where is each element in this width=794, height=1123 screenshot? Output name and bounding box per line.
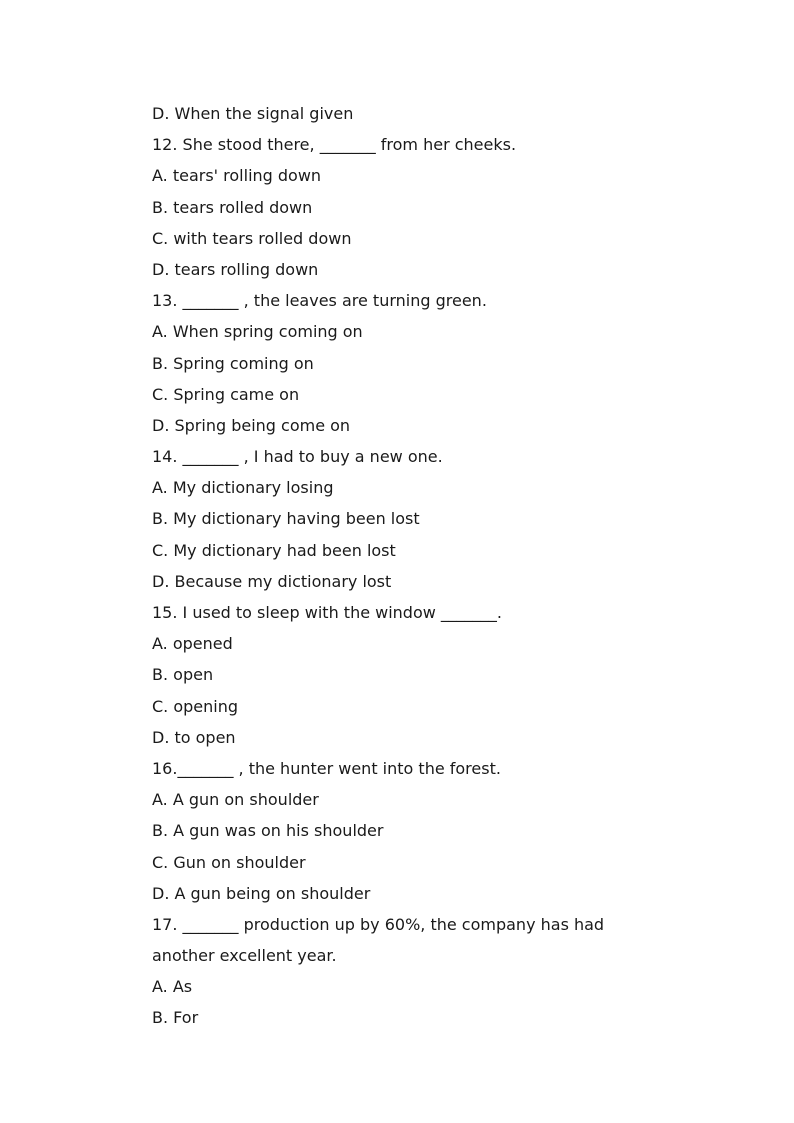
option-line: D. Because my dictionary lost xyxy=(152,571,392,591)
question-line-continued: another excellent year. xyxy=(152,946,337,966)
option-line: B. Spring coming on xyxy=(152,353,314,373)
question-line: 16._______ , the hunter went into the forest. xyxy=(152,758,501,778)
option-line: C. Gun on shoulder xyxy=(152,852,306,872)
option-line: B. open xyxy=(152,665,214,685)
option-line: B. tears rolled down xyxy=(152,197,313,217)
option-line: B. For xyxy=(152,1008,199,1028)
option-line: A. opened xyxy=(152,634,233,654)
question-line: 15. I used to sleep with the window _______. xyxy=(152,603,503,622)
option-line: D. A gun being on shoulder xyxy=(152,883,371,903)
option-line: A. As xyxy=(152,977,193,997)
option-line: B. My dictionary having been lost xyxy=(152,509,420,529)
option-line: A. My dictionary losing xyxy=(152,478,334,498)
option-line: C. opening xyxy=(152,696,239,716)
question-line: 13. _______ , the leaves are turning green. xyxy=(152,291,487,311)
option-line: D. When the signal given xyxy=(152,104,354,123)
option-line: A. A gun on shoulder xyxy=(152,790,319,810)
option-line: A. tears' rolling down xyxy=(152,166,322,186)
option-line: C. Spring came on xyxy=(152,384,300,404)
question-text-block xyxy=(152,98,652,1034)
option-line: D. tears rolling down xyxy=(152,259,319,279)
option-line: D. to open xyxy=(152,727,236,747)
option-line: B. A gun was on his shoulder xyxy=(152,821,384,841)
question-line: 14. _______ , I had to buy a new one. xyxy=(152,447,443,467)
option-line: C. with tears rolled down xyxy=(152,228,352,248)
option-line: D. Spring being come on xyxy=(152,415,351,435)
option-line: A. When spring coming on xyxy=(152,322,363,342)
option-line: C. My dictionary had been lost xyxy=(152,540,396,560)
question-line: 12. She stood there, _______ from her cheeks. xyxy=(152,135,517,155)
question-line: 17. _______ production up by 60%, the company has had xyxy=(152,914,605,934)
